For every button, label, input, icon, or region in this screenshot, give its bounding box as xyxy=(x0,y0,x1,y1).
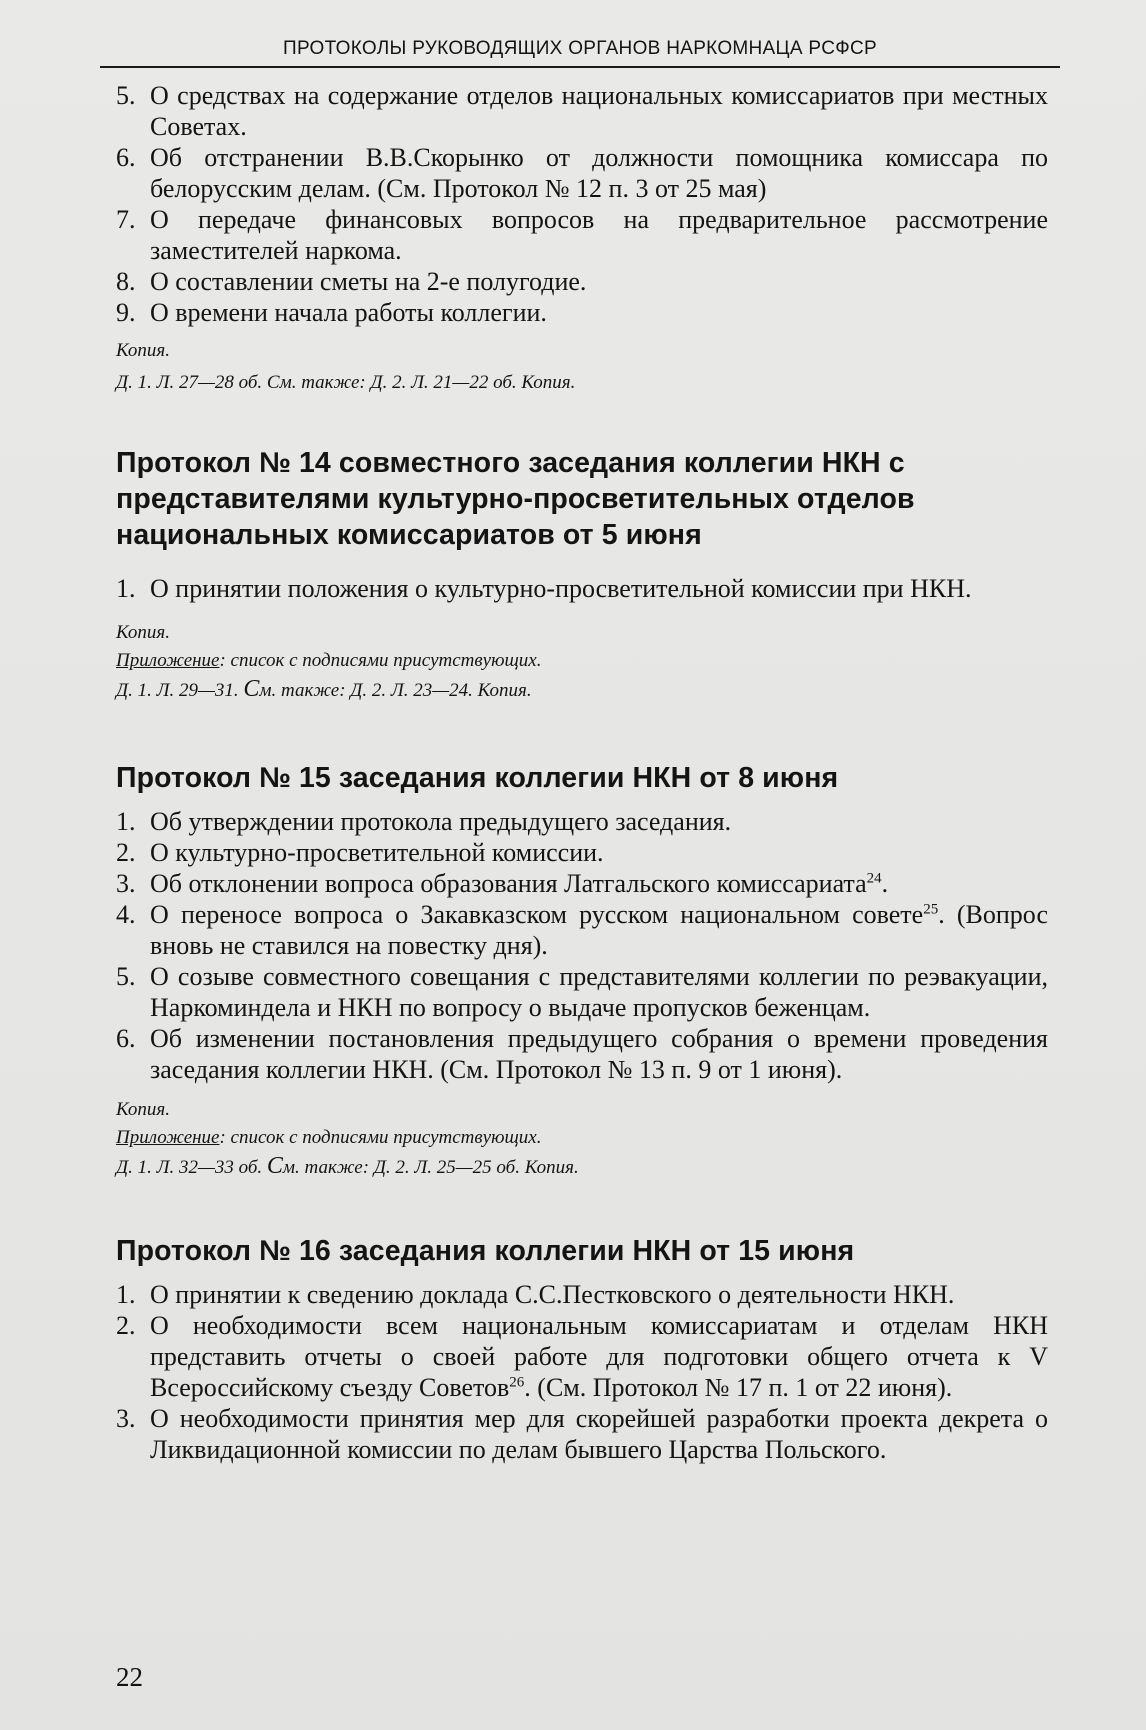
appendix-note: Приложение: список с подписями присутствующих. xyxy=(116,1127,542,1148)
list-item: 6. Об изменении постановления предыдущего собрания о времени проведения заседания коллегии НКН. (См. Протокол № 13 п. 9 от 1 июня). xyxy=(116,1024,1048,1084)
protocol-15-list xyxy=(116,806,1048,1085)
protocol-16-list xyxy=(116,1279,1048,1465)
copy-note: Копия. xyxy=(116,622,170,643)
appendix-note: Приложение: список с подписями присутствующих. xyxy=(116,650,542,671)
header-rule xyxy=(100,66,1060,68)
list-item: 3. О необходимости принятия мер для скорейшей разработки проекта декрета о Ликвидационной комиссии по делам бывшего Царства Польского. xyxy=(116,1404,1048,1464)
list-item: 2. О культурно-просветительной комиссии. xyxy=(116,838,604,867)
page-content xyxy=(116,80,1048,1465)
archive-reference: Д. 1. Л. 29—31. См. также: Д. 2. Л. 23—24. Копия. xyxy=(116,676,532,702)
protocol-15-title: Протокол № 15 заседания коллегии НКН от 8 июня xyxy=(116,762,839,794)
list-item: 3. Об отклонении вопроса образования Латгальского комиссариата$^{24}$. xyxy=(116,869,889,898)
list-item: 5. О созыве совместного совещания с представителями коллегии по реэвакуации, Наркоминдела и НКН по вопросу о выдаче пропусков беженцам. xyxy=(116,962,1048,1022)
protocol-14-title: Протокол № 14 совместного заседания коллегии НКН с представителями культурно-просветительных отделов национальных комиссариатов от 5 июня xyxy=(116,447,915,551)
protocol-14-list xyxy=(116,573,1048,604)
archive-reference: Д. 1. Л. 32—33 об. См. также: Д. 2. Л. 25—25 об. Копия. xyxy=(116,1153,579,1179)
appendix-label: Приложение xyxy=(116,1127,220,1148)
list-item: 5. О средствах на содержание отделов национальных комиссариатов при местных Советах. xyxy=(116,81,1048,141)
list-item: 7. О передаче финансовых вопросов на предварительное рассмотрение заместителей наркома. xyxy=(116,205,1048,265)
list-item: 8. О составлении сметы на 2-е полугодие. xyxy=(116,267,587,296)
list-item: 1. О принятии положения о культурно-просветительной комиссии при НКН. xyxy=(116,574,972,603)
archive-reference: Д. 1. Л. 27—28 об. См. также: Д. 2. Л. 21—22 об. Копия. xyxy=(116,372,576,393)
list-item: 1. Об утверждении протокола предыдущего заседания. xyxy=(116,807,732,836)
footnote-ref: 24 xyxy=(866,870,882,887)
running-title: ПРОТОКОЛЫ РУКОВОДЯЩИХ ОРГАНОВ НАРКОМНАЦА РСФСР xyxy=(283,38,877,59)
footnote-ref: 26 xyxy=(509,1374,525,1391)
footnote-ref: 25 xyxy=(923,901,939,918)
page-number: 22 xyxy=(116,1662,143,1692)
list-item: 2. О необходимости всем национальным комиссариатам и отделам НКН представить отчеты о своей работе для подготовки общего отчета к V Всероссийскому съезду Советов$^{26}$. (См. Протокол № 17 п. 1 от 22 июня). xyxy=(116,1311,1048,1402)
appendix-label: Приложение xyxy=(116,650,220,671)
list-item: 1. О принятии к сведению доклада С.С.Пестковского о деятельности НКН. xyxy=(116,1280,955,1309)
copy-note: Копия. xyxy=(116,340,170,361)
protocol-16-title: Протокол № 16 заседания коллегии НКН от 15 июня xyxy=(116,1235,855,1267)
continuation-list xyxy=(116,80,1048,328)
list-item: 9. О времени начала работы коллегии. xyxy=(116,298,547,327)
list-item: 6. Об отстранении В.В.Скорынко от должности помощника комиссара по белорусским делам. (См. Протокол № 12 п. 3 от 25 мая) xyxy=(116,143,1048,203)
copy-note: Копия. xyxy=(116,1099,170,1120)
list-item: 4. О переносе вопроса о Закавказском русском национальном совете$^{25}$. (Вопрос вновь не ставился на повестку дня). xyxy=(116,900,1048,960)
